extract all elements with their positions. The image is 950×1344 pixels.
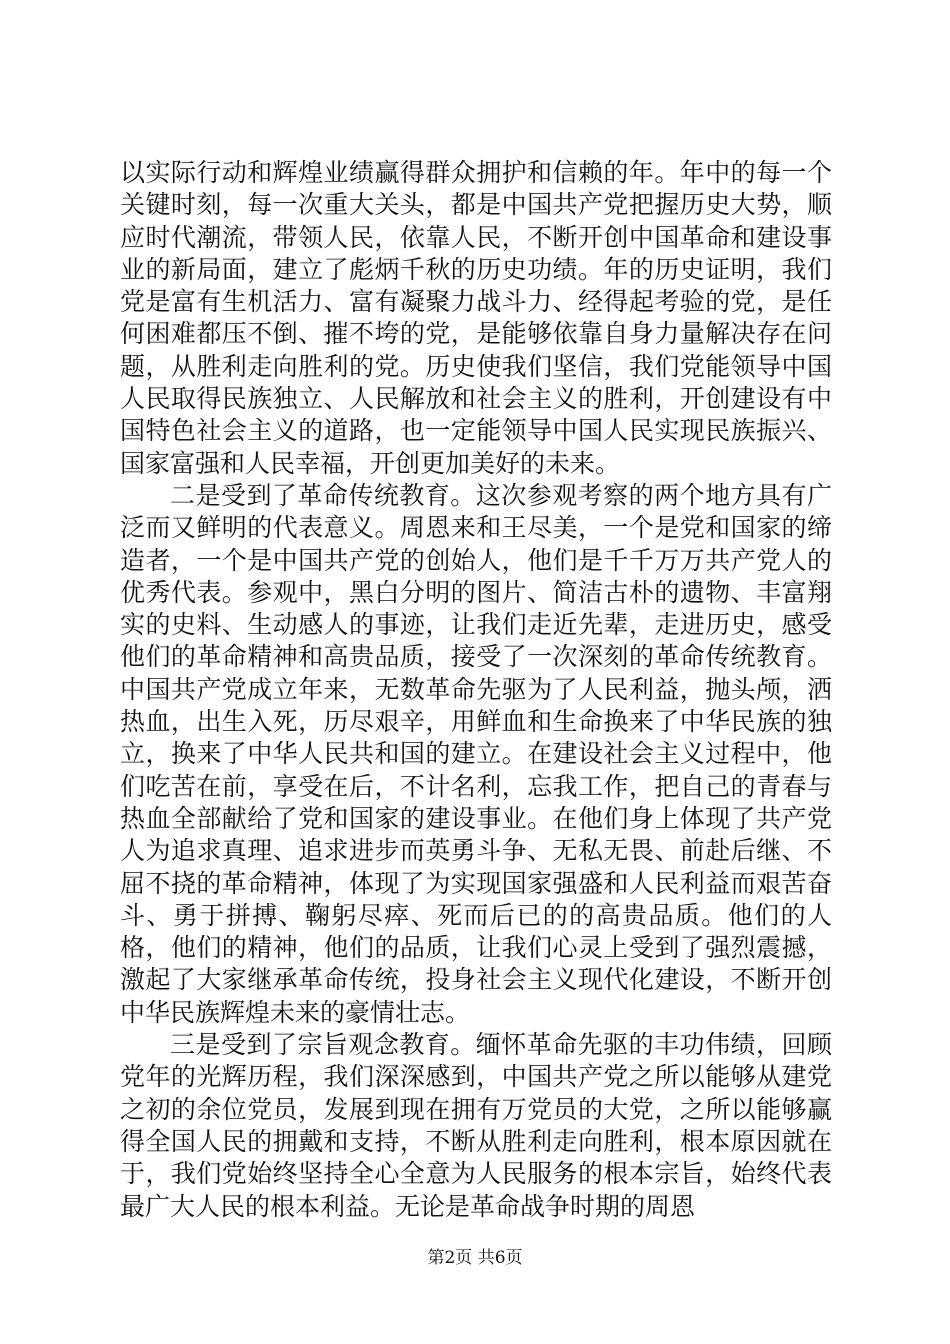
paragraph-3: 三是受到了宗旨观念教育。缅怀革命先驱的丰功伟绩，回顾党年的光辉历程，我们深深感到，中国共产党之所以能够从建党之初的余位党员，发展到现在拥有万党员的大党，之所以能够赢得全国人民的拥戴和支持，不断从胜利走向胜利，根本原因就在于，我们党始终坚持全心全意为人民服务的根本宗旨，始终代表最广大人民的根本利益。无论是革命战争时期的周恩 [120, 1030, 832, 1221]
page-number-footer: 第2页 共6页 [427, 1248, 523, 1268]
paragraph-1: 以实际行动和辉煌业绩赢得群众拥护和信赖的年。年中的每一个关键时刻，每一次重大关头，都是中国共产党把握历史大势，顺应时代潮流，带领人民，依靠人民，不断开创中国革命和建设事业的新局面，建立了彪炳千秋的历史功绩。年的历史证明，我们党是富有生机活力、富有凝聚力战斗力、经得起考验的党，是任何困难都压不倒、摧不垮的党，是能够依靠自身力量解决存在问题，从胜利走向胜利的党。历史使我们坚信，我们党能领导中国人民取得民族独立、人民解放和社会主义的胜利，开创建设有中国特色社会主义的道路，也一定能领导中国人民实现民族振兴、国家富强和人民幸福，开创更加美好的未来。 [120, 158, 832, 478]
paragraph-2: 二是受到了革命传统教育。这次参观考察的两个地方具有广泛而又鲜明的代表意义。周恩来和王尽美，一个是党和国家的缔造者，一个是中国共产党的创始人，他们是千千万万共产党人的优秀代表。参观中，黑白分明的图片、简洁古朴的遗物、丰富翔实的史料、生动感人的事迹，让我们走近先辈，走进历史，感受他们的革命精神和高贵品质，接受了一次深刻的革命传统教育。中国共产党成立年来，无数革命先驱为了人民利益，抛头颅，洒热血，出生入死，历尽艰辛，用鲜血和生命换来了中华民族的独立，换来了中华人民共和国的建立。在建设社会主义过程中，他们吃苦在前，享受在后，不计名利，忘我工作，把自己的青春与热血全部献给了党和国家的建设事业。在他们身上体现了共产党人为追求真理、追求进步而英勇斗争、无私无畏、前赴后继、不屈不挠的革命精神，体现了为实现国家强盛和人民利益而艰苦奋斗、勇于拼搏、鞠躬尽瘁、死而后已的的高贵品质。他们的人格，他们的精神，他们的品质，让我们心灵上受到了强烈震撼，激起了大家继承革命传统，投身社会主义现代化建设，不断开创中华民族辉煌未来的豪情壮志。 [120, 480, 832, 1027]
document-body [120, 157, 832, 1223]
